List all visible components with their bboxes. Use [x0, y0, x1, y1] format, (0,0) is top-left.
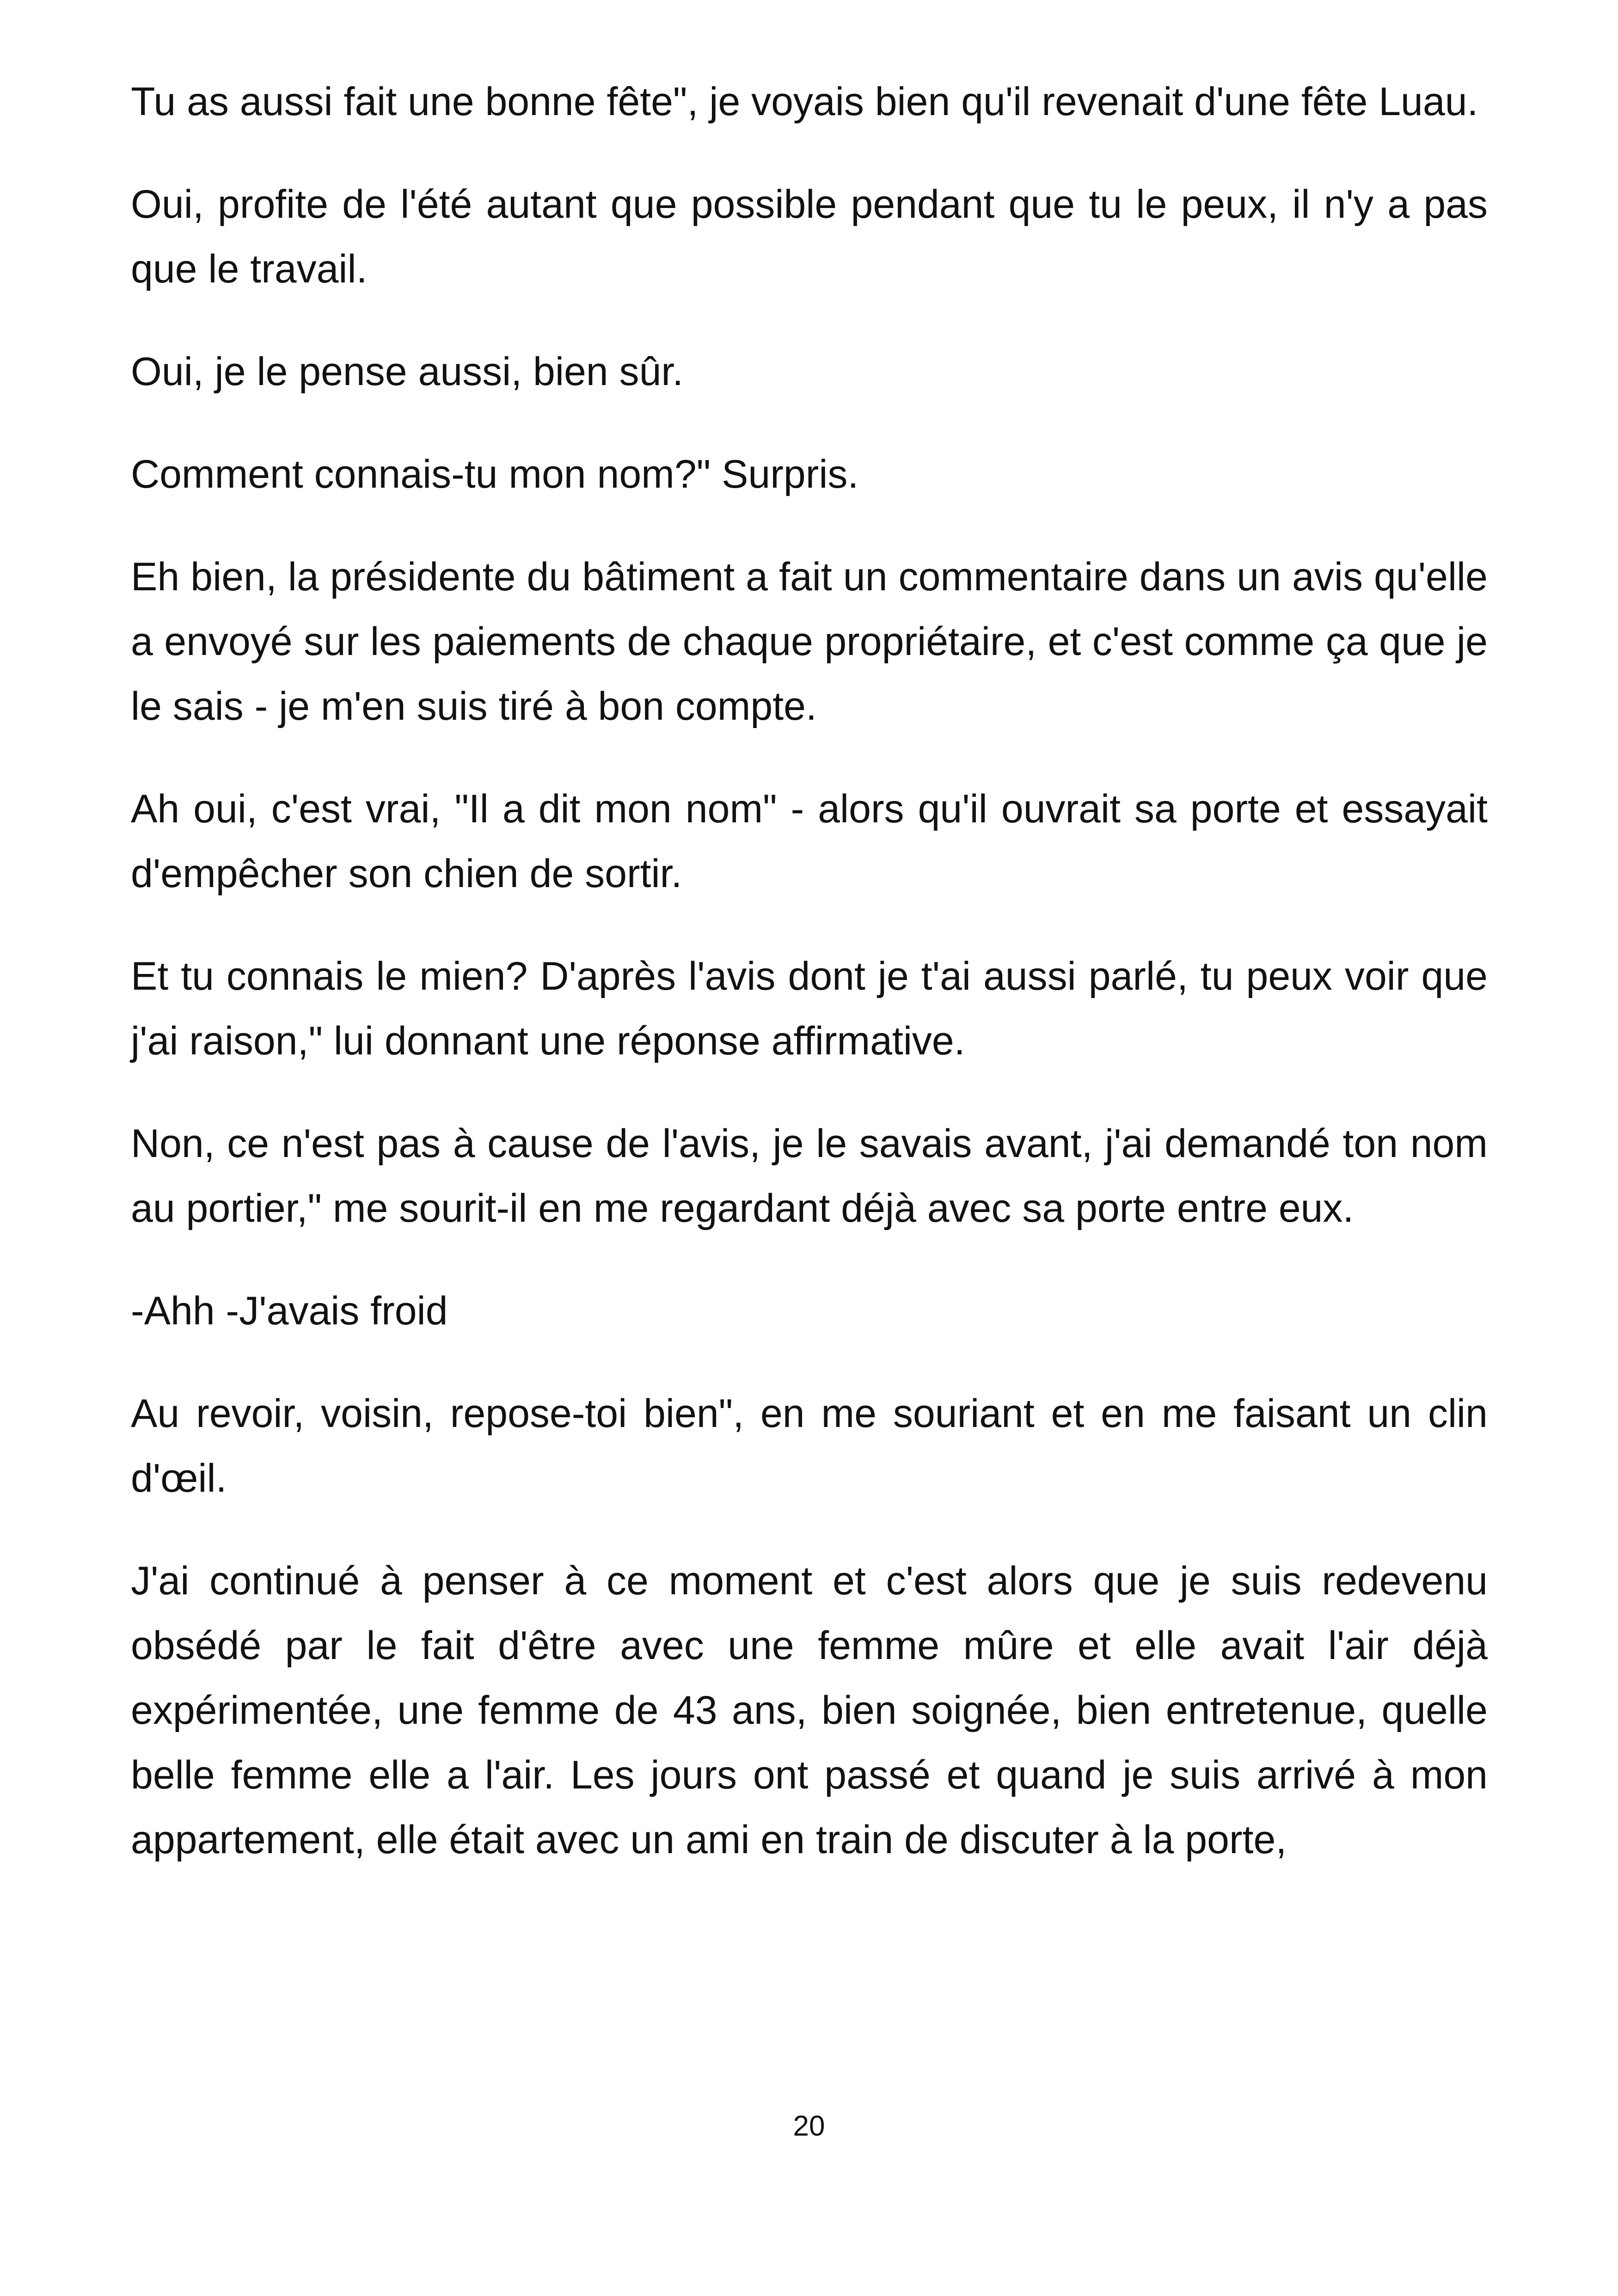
paragraph-3: Oui, je le pense aussi, bien sûr. — [131, 349, 684, 394]
paragraph-5: Eh bien, la présidente du bâtiment a fait un commentaire dans un avis qu'elle a envoyé sur les paiements de chaque propriétaire, et c'est comme ça que je le sais - je m'en suis tiré à bon compte. — [131, 555, 1488, 729]
paragraph-6: Ah oui, c'est vrai, "Il a dit mon nom" - alors qu'il ouvrait sa porte et essayait d'empêcher son chien de sortir. — [131, 787, 1488, 896]
paragraph-1: Tu as aussi fait une bonne fête", je voyais bien qu'il revenait d'une fête Luau. — [131, 80, 1478, 124]
paragraph-9: -Ahh -J'avais froid — [131, 1289, 448, 1333]
page-number: 20 — [793, 2110, 825, 2142]
paragraph-2: Oui, profite de l'été autant que possible pendant que tu le peux, il n'y a pas que le travail. — [131, 182, 1488, 291]
paragraph-7: Et tu connais le mien? D'après l'avis dont je t'ai aussi parlé, tu peux voir que j'ai raison," lui donnant une réponse affirmative. — [131, 954, 1488, 1063]
paragraph-10: Au revoir, voisin, repose-toi bien", en me souriant et en me faisant un clin d'œil. — [131, 1391, 1488, 1500]
paragraph-4: Comment connais-tu mon nom?" Surpris. — [131, 452, 859, 496]
body-text — [131, 69, 1488, 1910]
paragraph-11: J'ai continué à penser à ce moment et c'est alors que je suis redevenu obsédé par le fait d'être avec une femme mûre et elle avait l'air déjà expérimentée, une femme de 43 ans, bien soignée, bien entretenue, quelle belle femme elle a l'air. Les jours ont passé et quand je suis arrivé à mon appartement, elle était avec un ami en train de discuter à la porte, — [131, 1559, 1488, 1862]
paragraph-8: Non, ce n'est pas à cause de l'avis, je le savais avant, j'ai demandé ton nom au portier," me sourit-il en me regardant déjà avec sa porte entre eux. — [131, 1121, 1488, 1231]
